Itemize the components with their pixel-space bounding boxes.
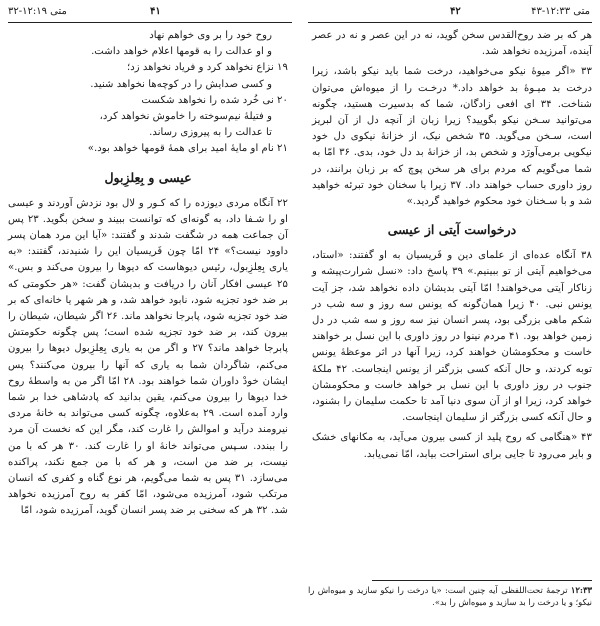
- paragraph: ۴۳ «هنگامی که روح پلید از کسی بیرون می‌آید، به مکانهای خشک و بایر می‌رود تا جایی برای استراحت بیابد، امّا نمی‌یابد.: [312, 432, 592, 460]
- poem-line: تا عدالت را به پیروزی رساند.: [149, 127, 272, 139]
- poem-line: و فتیلهٔ نیم‌سوخته را خاموش نخواهد کرد،: [99, 111, 272, 123]
- right-header-rule: [308, 22, 592, 23]
- poem-line: روح خود را بر وی خواهم نهاد: [149, 30, 272, 41]
- poem-line: ۱۹ نزاع نخواهد کرد و فریاد نخواهد زد؛: [126, 62, 288, 74]
- right-text-column: [312, 28, 592, 467]
- right-page: [300, 0, 600, 626]
- section-heading-sign-request: درخواست آیتی از عیسی: [387, 222, 517, 238]
- footnote-reference: ۱۲:۳۳: [570, 585, 592, 595]
- footnote-rule: [372, 580, 592, 581]
- paragraph: ۲۲ آنگاه مردی دیوزده را که کـور و لال بود نزدش آوردند و عیسی او را شـفا داد، به گونه‌ای که توانست ببیند و سخن بگوید. ۲۳ پس آن جماعت همه در شگفت شدند و گفتند: «آیا این مرد همان پسر داوود نیست؟» ۲۴ امّا چون فَریسیان این را شنیدند، گفتند: «به یاری بِعِلزِبول، رئیس دیوهاست که دیوها را بیرون می‌کند و بس.» ۲۵ عیسی افکار آنان را دریافت و بدیشان گفت: «هر حکومتی که بر ضد خود تجزیه شود، نابود خواهد شد، و هر شهر یا خانه‌ای که بر ضد خود تجزیه شود، پابرجا نخواهد ماند. ۲۶ اگر شیطان، شیطان را بیرون کند، بر ضد خود تجزیه شده است؛ پس چگونه حکومتش پابرجا خواهد ماند؟ ۲۷ و اگر من به یاری بِعِلزِبول دیوها را بیرون می‌کنم، شاگردان شما به یاری که آنها را بیرون می‌کنند؟ پس ایشان خودْ داوران شما خواهند بود. ۲۸ امّا اگر من به واسطهٔ روح خدا دیوها را بیرون می‌کنم، یقین بدانید که پادشاهی خدا بر شما وارد آمده است. ۲۹ به‌علاوه، چگونه کسی می‌تواند به خانهٔ مردی نیرومند درآید و اموالش را غارت کند، مگر این که نخست آن مرد را ببندد. سـپس می‌تواند خانهٔ او را غارت کند. ۳۰ هر که با من نیست، بر ضد من است، و هر که با من جمع نکند، پراکنده می‌سازد. ۳۱ پس به شما می‌گویم، هر نوع گناه و کفری که انسان مرتکب شود، آمرزیده می‌شود، امّا کفر به روح آمرزیده نخواهد شد. ۳۲ هر که سخنی بر ضد پسر انسان گوید، آمرزیده شود، امّا: [8, 197, 288, 517]
- poem-block: [8, 28, 288, 158]
- left-header-reference: متی ۱۲:۱۹-۳۲: [8, 6, 67, 17]
- right-header-reference: متی ۱۲:۳۳-۴۳: [531, 6, 590, 17]
- poem-line: ۲۱ نام او مایهٔ امید برای همهٔ قومها خواهد بود.»: [87, 143, 288, 155]
- footnote: [308, 584, 592, 608]
- footnote-text: ترجمهٔ تحت‌اللفظی آیه چنین است: «یا درخت را نیکو سازید و میوه‌اش را نیکو؛ و یا درخت را بد سازید و میوه‌اش را بد».: [308, 585, 592, 607]
- section-heading-beelzebul: عیسی و بِعِلزِبول: [104, 169, 192, 185]
- left-page-number: ۴۱: [150, 6, 161, 17]
- poem-line: ۲۰ نی خُرد شده را نخواهد شکست: [141, 94, 288, 106]
- left-text-column: [8, 28, 288, 524]
- poem-line: و او عدالت را به قومها اعلام خواهد داشت.: [91, 46, 272, 58]
- paragraph: هر که بر ضد روح‌القدس سخن گوید، نه در این عصر و نه در عصر آینده، آمرزیده نخواهد شد.: [312, 30, 592, 58]
- right-page-number: ۴۲: [450, 6, 461, 17]
- left-header-rule: [8, 22, 292, 23]
- poem-line: و کسی صدایش را در کوچه‌ها نخواهد شنید.: [90, 78, 272, 90]
- paragraph: ۳۸ آنگاه عده‌ای از علمای دین و فَریسیان به او گفتند: «استاد، می‌خواهیم آیتی از تو ببینیم.» ۳۹ پاسخ داد: «نسل شرارت‌پیشه و زناکار آیتی می‌خواهند! امّا آیتی بدیشان داده نخواهد شد، جز آیت یونس نبی. ۴۰ زیرا همان‌گونه که یونس سه روز و سه شب در شکم ماهی بزرگی بود، پسر انسان نیز سه روز و سه شب در دل زمین خواهد بود. ۴۱ مردم نینوا در روز داوری با این نسل بر خواهند خاست و محکومشان خواهند کرد، زیرا آنها در اثر موعظهٔ یونس توبه کردند، و حال آنکه کسی بزرگتر از یونس اینجاست. ۴۲ ملکهٔ جنوب در روز داوری با این نسل بر خواهد خاست و محکومشان خواهد کرد، زیرا او از آن سوی دنیا آمد تا حکمت سلیمان را بشنود، و حال آنکه کسی بزرگتر از سلیمان اینجاست.: [312, 250, 593, 424]
- paragraph: ۳۳ «اگر میوهٔ نیکو می‌خواهید، درخت شما باید نیکو باشد، زیرا درخت بد میـوهٔ بد خواهد داد.* درخـت را از میوه‌اش می‌توان شناخت. ۳۴ ای افعی زادگان، شما که بدسیرت هستید، چگونه می‌توانید سـخن نیکو بگویید؟ زیرا زبان از آنچه دل از آن لبریز است، سـخن می‌گوید. ۳۵ شخص نیک، از خزانهٔ نیکوی دل خود نیکویی برمی‌آورَد و شخص بد، از خزانهٔ بد دل خود، بدی. ۳۶ امّا به شما می‌گویم که مردم برای هر سخن پوچ که بر زبان برانند، در روز داوری حساب خواهند داد. ۳۷ زیرا با سخنان خود تبرئه خواهید شد و با سـخنان خود محکوم خواهید گردید.»: [312, 66, 592, 208]
